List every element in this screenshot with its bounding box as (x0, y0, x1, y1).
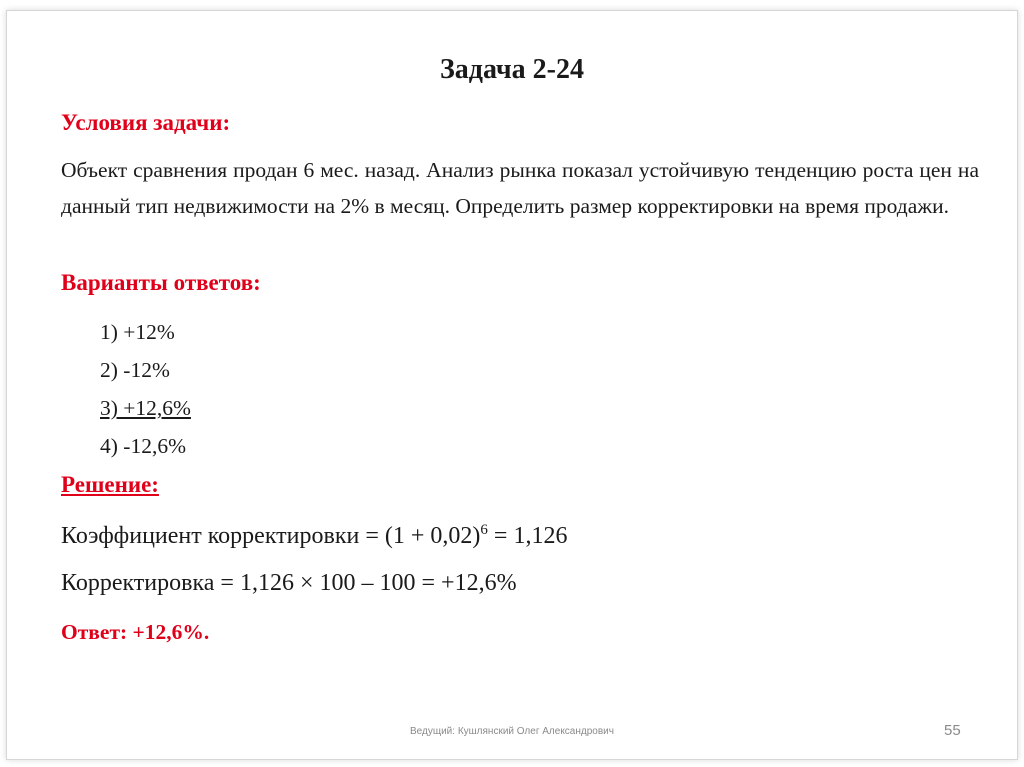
formula-coefficient-exponent: 6 (480, 522, 488, 538)
answer-option-label: 1) +12% (100, 320, 175, 344)
answer-options-list (100, 313, 191, 465)
conditions-text: Объект сравнения продан 6 мес. назад. Анализ рынка показал устойчивую тенденцию роста цен на данный тип недвижимости на 2% в месяц. Определить размер корректировки на время продажи. (61, 158, 979, 218)
answer-option-label: 4) -12,6% (100, 434, 186, 458)
formula-coefficient-prefix: Коэффициент корректировки = (1 + 0,02) (61, 523, 481, 549)
answer-option-correct (100, 389, 191, 427)
answer-option-label: 3) +12,6% (100, 396, 191, 420)
presenter-footer: Ведущий: Кушлянский Олег Александрович (410, 726, 614, 737)
answer-option-label: 2) -12% (100, 358, 170, 382)
options-heading: Варианты ответов: (61, 270, 261, 295)
formula-coefficient (61, 522, 567, 550)
final-answer: Ответ: +12,6%. (61, 620, 210, 644)
slide-title: Задача 2-24 (440, 54, 584, 85)
conditions-heading: Условия задачи: (61, 110, 231, 135)
answer-option (100, 351, 191, 389)
answer-option (100, 427, 191, 465)
solution-heading: Решение: (61, 472, 159, 497)
formula-coefficient-suffix: = 1,126 (487, 523, 568, 549)
answer-option (100, 313, 191, 351)
page-number: 55 (944, 722, 961, 739)
formula-adjustment: Корректировка = 1,126 × 100 – 100 = +12,6% (61, 570, 517, 596)
